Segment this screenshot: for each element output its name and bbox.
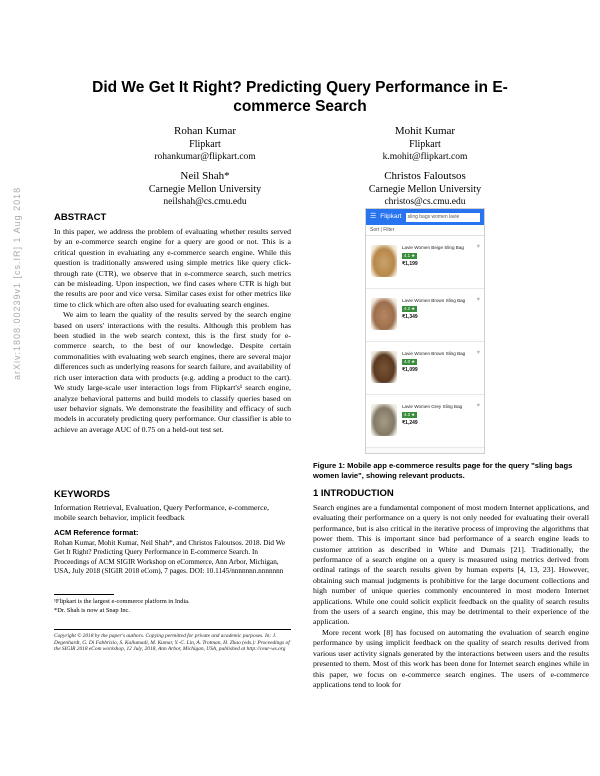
author-affiliation: Carnegie Mellon University (368, 184, 482, 195)
product-image (371, 351, 397, 383)
app-bar (366, 209, 484, 225)
author-block (90, 125, 320, 164)
author-affiliation: Flipkart (189, 139, 221, 150)
product-item (366, 395, 484, 448)
product-rating: 4.1 ★ (404, 253, 416, 258)
copyright-notice: Copyright © 2018 by the paper's authors. Copying permitted for private and academic purposes. In: J. Degenhardt, G. Di Fabbrizio, S. Kallumadi, M. Kumar, Y.-C. Lin, A. Trotman, H. Zhao (eds.): Proceedings of the SIGIR 2018 eCom workshop, 12 July, 2018, Ann Arbor, Michigan, USA, published at http://ceur-ws.org (54, 633, 290, 653)
introduction-heading: 1 INTRODUCTION (313, 488, 394, 499)
product-name: Lavie Women Brown Sling Bag (402, 298, 466, 303)
product-rating: 4.3 ★ (404, 412, 416, 417)
heart-icon: ♥ (476, 297, 480, 303)
menu-icon: ☰ (370, 213, 377, 220)
product-price: ₹1,099 (402, 367, 418, 373)
arxiv-identifier: arXiv:1808.00239v1 [cs.IR] 1 Aug 2018 (12, 186, 22, 380)
keywords-heading: KEYWORDS (54, 489, 110, 500)
author-name: Neil Shah* (180, 170, 230, 182)
heart-icon: ♥ (476, 403, 480, 409)
author-affiliation: Flipkart (409, 139, 441, 150)
footnote: *Dr. Shah is now at Snap Inc. (54, 607, 130, 614)
author-email: k.mohit@flipkart.com (382, 152, 468, 162)
author-block (310, 170, 540, 209)
app-bar-title: Flipkart (380, 213, 402, 220)
footnote: ¹Flipkart is the largest e-commerce platform in India. (54, 598, 190, 605)
abstract-paragraph: We aim to learn the quality of the results served by the search engine based on users' interactions with the results. Although this problem has been studied in the web search context, this is the first study for e-commerce search, to the best of our knowledge. Despite certain commonalities with evaluating web search engines, there are several major differences such as underlying reasons for search failure, and availability of rich user interaction data with products (e.g. adding a product to the cart). We study large-scale user interaction logs from Flipkart's¹ search engine, analyze behavioral patterns and build models to classify queries based on user behavior signals. We demonstrate the feasibility and efficacy of such models in accurately predicting query performance. Our classifier is able to achieve an average AUC of 0.75 on a held-out test set. (54, 310, 291, 434)
product-image (371, 298, 397, 330)
product-name: Lavie Women Beige Sling Bag (402, 245, 464, 250)
product-item (366, 236, 484, 289)
paper-title: Did We Get It Right? Predicting Query Performance in E-commerce Search (92, 79, 508, 115)
product-item (366, 289, 484, 342)
product-price: ₹1,249 (402, 420, 418, 426)
product-price: ₹1,199 (402, 261, 418, 267)
author-email: christos@cs.cmu.edu (384, 197, 466, 207)
abstract-body (54, 227, 291, 435)
product-name: Lavie Women Grey Sling Bag (402, 404, 463, 409)
heart-icon: ♥ (476, 244, 480, 250)
figure-caption: Figure 1: Mobile app e-commerce results page for the query "sling bags women lavie", showing relevant products. (313, 461, 573, 480)
author-affiliation: Carnegie Mellon University (148, 184, 262, 195)
author-email: rohankumar@flipkart.com (154, 152, 256, 162)
search-box: sling bags women lavie (406, 213, 480, 222)
author-email: neilshah@cs.cmu.edu (163, 197, 247, 207)
author-name: Mohit Kumar (394, 125, 456, 137)
author-name: Christos Faloutsos (384, 170, 466, 182)
introduction-body (313, 503, 589, 690)
author-name: Rohan Kumar (173, 125, 236, 137)
product-item (366, 342, 484, 395)
acm-reference-text: Rohan Kumar, Mohit Kumar, Neil Shah*, and Christos Faloutsos. 2018. Did We Get It Right? Predicting Query Performance in E-commerce Search. In Proceedings of ACM SIGIR Workshop on eCommerce, Ann Arbor, Michigan, USA, July 2018 (SIGIR 2018 eCom), 7 pages. DOI: 10.1145/nnnnnnn.nnnnnnn (54, 539, 286, 576)
keywords-text: Information Retrieval, Evaluation, Query Performance, e-commerce, mobile search behavior, implicit feedback (54, 503, 269, 523)
sort-filter-bar: Sort | Filter (366, 225, 484, 236)
product-rating: 4.0 ★ (404, 359, 416, 364)
product-image (371, 245, 397, 277)
author-block (90, 170, 320, 209)
abstract-heading: ABSTRACT (54, 212, 107, 223)
author-block (310, 125, 540, 164)
introduction-paragraph: More recent work [8] has focused on automating the evaluation of search engine performance by using implicit feedback on the quality of search results derived from various user activity signals generated by the interactions between users and the results presented to them. Most of this work has been done for Internet search engines while in this paper, we focus on e-commerce search engines. The users of e-commerce applications tend to look for (313, 627, 589, 689)
figure-phone-screenshot (365, 208, 485, 454)
product-name: Lavie Women Brown Sling Bag (402, 351, 466, 356)
footnote-divider (54, 594, 114, 595)
product-rating: 4.2 ★ (404, 306, 416, 311)
copyright-divider (54, 629, 291, 630)
heart-icon: ♥ (476, 350, 480, 356)
abstract-paragraph: In this paper, we address the problem of evaluating whether results served by an e-commerce search engine for a query are good or not. This is a critical question in evaluating any e-commerce search engine. While this question is traditionally answered using simple metrics like query click-through rate (CTR), we observe that in e-commerce search, such metrics can be misleading. Upon inspection, we find cases where CTR is high but the results are poor and vice versa. Similar cases exist for other metrics like time to click which are often also used for evaluating search engines. (54, 227, 291, 309)
product-price: ₹1,349 (402, 314, 418, 320)
product-image (371, 404, 397, 436)
acm-reference-heading: ACM Reference format: (54, 528, 139, 537)
introduction-paragraph: Search engines are a fundamental component of most modern Internet applications, and evaluating their performance on a query is not only needed for evaluating their overall performance, but is also critical in the iterative process of improving the algorithms that power them. This is important since bad performance of a search engine leads to customer attrition as described in White and Dumais [21]. Traditionally, the performance of a search engine on a query is measured using metrics derived from ordinal ratings of the search results given by human experts [4, 13, 23]. However, obtaining such manual judgments is prohibitive for the large document collections and high number of unique queries commonly encountered in most modern Internet applications. While one could solicit explicit feedback on the quality of search results from the users of a search engine, this may be detrimental to their experience of the application. (313, 503, 589, 627)
